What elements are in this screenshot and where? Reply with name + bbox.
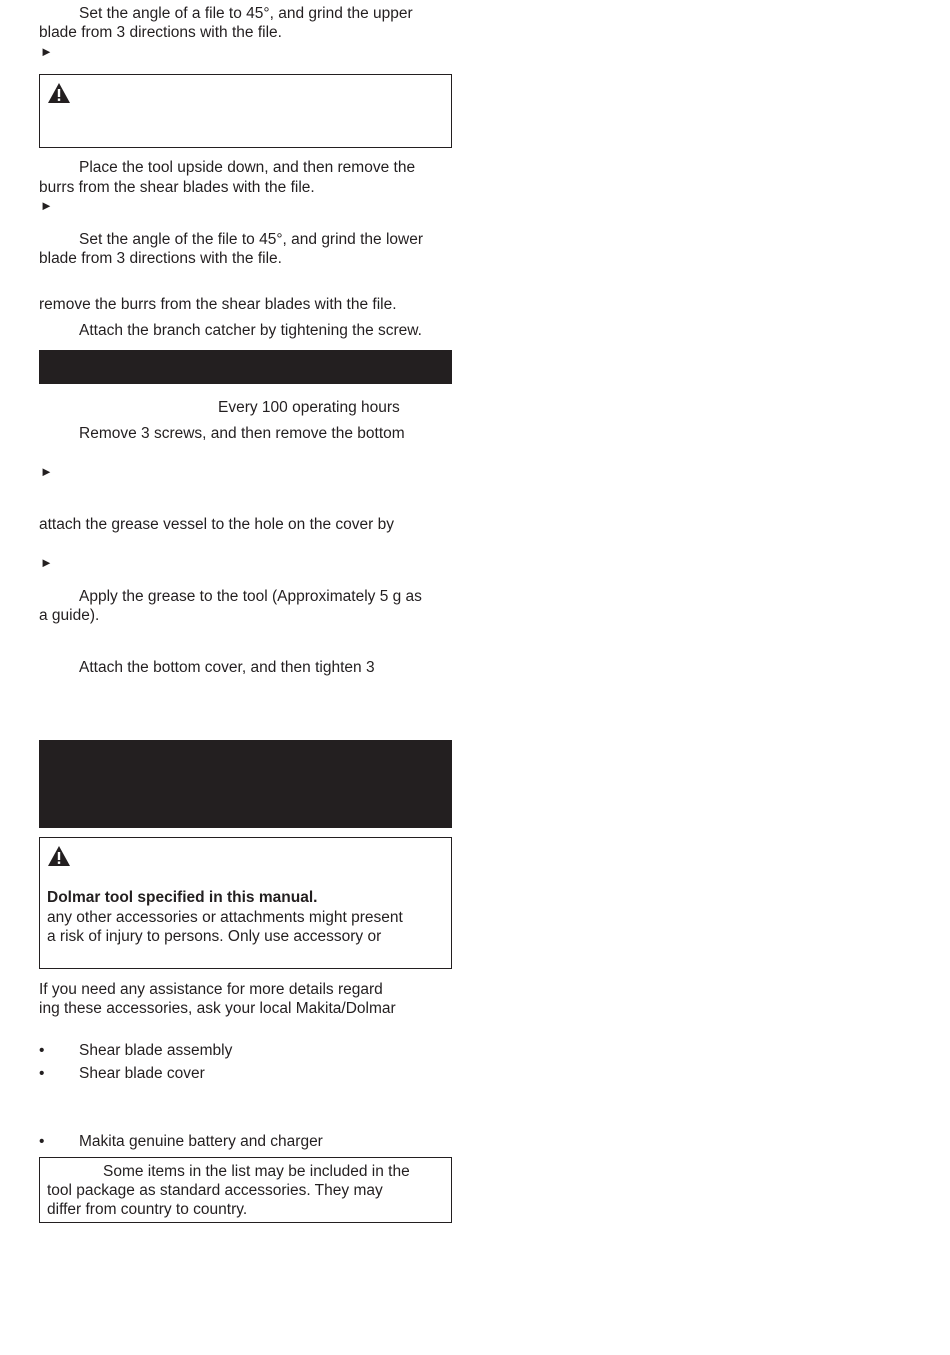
section-heading-bar [39, 350, 452, 384]
bullet-icon: • [39, 1133, 45, 1150]
step-remove-burrs-lower: remove the burrs from the shear blades with the file. [39, 296, 397, 313]
greasing-remove-cover: Remove 3 screws, and then remove the bottom [79, 425, 405, 442]
step-remove-burrs-line2: burrs from the shear blades with the file. [39, 179, 315, 196]
greasing-attach-cover: Attach the bottom cover, and then tighten 3 [79, 659, 375, 676]
step-grind-lower-line2: blade from 3 directions with the file. [39, 250, 282, 267]
note-line: tool package as standard accessories. They may [47, 1182, 383, 1199]
step-remove-burrs-line1: Place the tool upside down, and then remove the [79, 159, 416, 176]
warning-line: any other accessories or attachments might present [47, 909, 403, 926]
step-attach-catcher: Attach the branch catcher by tightening the screw. [79, 322, 422, 339]
arrow-icon: ► [40, 198, 53, 213]
greasing-apply-line1: Apply the grease to the tool (Approximately 5 g as [79, 588, 422, 605]
list-item: Shear blade cover [79, 1065, 205, 1082]
arrow-icon: ► [40, 464, 53, 479]
list-item: Makita genuine battery and charger [79, 1133, 323, 1150]
warning-bold-line: Dolmar tool specified in this manual. [47, 889, 318, 906]
greasing-interval: Every 100 operating hours [218, 399, 400, 416]
step-grind-upper-line2: blade from 3 directions with the file. [39, 24, 282, 41]
warning-box [39, 837, 452, 969]
step-grind-lower-line1: Set the angle of the file to 45°, and grind the lower [79, 231, 423, 248]
list-item: Shear blade assembly [79, 1042, 233, 1059]
warning-box [39, 74, 452, 148]
warning-triangle-icon [47, 82, 71, 104]
warning-triangle-icon [47, 845, 71, 867]
step-grind-upper-line1: Set the angle of a file to 45°, and grind the upper [79, 5, 413, 22]
note-line: differ from country to country. [47, 1201, 248, 1218]
arrow-icon: ► [40, 44, 53, 59]
assistance-line2: ing these accessories, ask your local Makita/Dolmar [39, 1000, 396, 1017]
warning-line: a risk of injury to persons. Only use accessory or [47, 928, 382, 945]
assistance-line1: If you need any assistance for more details regard [39, 981, 383, 998]
greasing-apply-line2: a guide). [39, 607, 100, 624]
greasing-attach-vessel: attach the grease vessel to the hole on the cover by [39, 516, 395, 533]
note-box [39, 1157, 452, 1223]
note-line: Some items in the list may be included in the [103, 1163, 410, 1180]
section-heading-bar [39, 740, 452, 828]
bullet-icon: • [39, 1042, 45, 1059]
bullet-icon: • [39, 1065, 45, 1082]
arrow-icon: ► [40, 555, 53, 570]
